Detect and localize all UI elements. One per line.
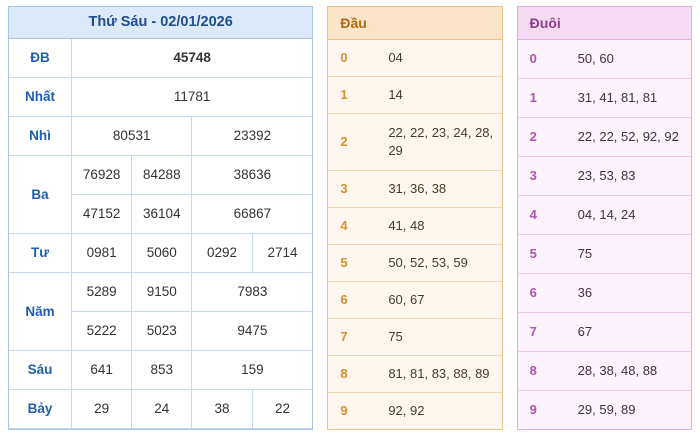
prize-value-nhi-2: 23392 <box>192 116 312 155</box>
dau-values-6: 60, 67 <box>376 281 501 318</box>
dau-key-9: 9 <box>328 393 376 429</box>
prize-value-bay-4: 22 <box>252 389 312 428</box>
prize-label-nam: Năm <box>9 272 72 350</box>
prize-label-tu: Tư <box>9 233 72 272</box>
prize-value-nhat: 11781 <box>72 77 313 116</box>
duoi-key-5: 5 <box>518 234 566 273</box>
prize-value-sau-1: 641 <box>72 350 132 389</box>
list-item <box>518 156 691 195</box>
duoi-panel <box>517 6 692 430</box>
duoi-values-2: 22, 22, 52, 92, 92 <box>566 117 691 156</box>
prize-value-bay-1: 29 <box>72 389 132 428</box>
dau-values-9: 92, 92 <box>376 393 501 429</box>
prize-value-tu-4: 2714 <box>252 233 312 272</box>
dau-table <box>328 40 501 429</box>
prize-value-nam-4: 5222 <box>72 311 132 350</box>
duoi-values-6: 36 <box>566 273 691 312</box>
list-item <box>518 313 691 352</box>
duoi-values-3: 23, 53, 83 <box>566 156 691 195</box>
prize-value-nam-2: 9150 <box>132 272 192 311</box>
table-row <box>9 39 312 77</box>
dau-key-8: 8 <box>328 356 376 393</box>
prize-value-tu-1: 0981 <box>72 233 132 272</box>
prize-value-bay-2: 24 <box>132 389 192 428</box>
list-item <box>518 391 691 429</box>
prize-label-db: ĐB <box>9 39 72 77</box>
list-item <box>328 76 501 113</box>
dau-key-2: 2 <box>328 113 376 170</box>
duoi-key-9: 9 <box>518 391 566 429</box>
list-item <box>328 40 501 76</box>
prize-value-nam-5: 5023 <box>132 311 192 350</box>
list-item <box>328 356 501 393</box>
prize-value-nam-3: 7983 <box>192 272 312 311</box>
list-item <box>518 273 691 312</box>
dau-values-5: 50, 52, 53, 59 <box>376 244 501 281</box>
list-item <box>328 170 501 207</box>
list-item <box>518 117 691 156</box>
table-row <box>9 77 312 116</box>
prize-value-ba-6: 66867 <box>192 194 312 233</box>
duoi-key-1: 1 <box>518 78 566 117</box>
list-item <box>518 40 691 78</box>
prize-value-tu-2: 5060 <box>132 233 192 272</box>
dau-values-1: 14 <box>376 76 501 113</box>
prize-value-ba-2: 84288 <box>132 155 192 194</box>
duoi-values-4: 04, 14, 24 <box>566 195 691 234</box>
duoi-values-0: 50, 60 <box>577 51 614 67</box>
dau-values-4: 41, 48 <box>376 207 501 244</box>
prize-value-ba-5: 36104 <box>132 194 192 233</box>
duoi-values-9: 29, 59, 89 <box>566 391 691 429</box>
result-date-title: Thứ Sáu - 02/01/2026 <box>9 7 312 39</box>
dau-key-3: 3 <box>328 170 376 207</box>
table-row <box>9 350 312 389</box>
duoi-key-4: 4 <box>518 195 566 234</box>
dau-key-7: 7 <box>328 318 376 355</box>
duoi-key-2: 2 <box>518 117 566 156</box>
dau-key-6: 6 <box>328 281 376 318</box>
prize-label-nhi: Nhì <box>9 116 72 155</box>
table-row <box>9 272 312 311</box>
prize-label-nhat: Nhất <box>9 77 72 116</box>
dau-values-8: 81, 81, 83, 88, 89 <box>376 356 501 393</box>
prize-label-bay: Bảy <box>9 389 72 428</box>
dau-key-0: 0 <box>340 50 348 66</box>
duoi-key-7: 7 <box>518 313 566 352</box>
duoi-key-8: 8 <box>518 352 566 391</box>
dau-values-3: 31, 36, 38 <box>376 170 501 207</box>
list-item <box>328 244 501 281</box>
prize-value-nam-1: 5289 <box>72 272 132 311</box>
table-row <box>9 233 312 272</box>
prize-value-nam-6: 9475 <box>192 311 312 350</box>
duoi-values-8: 28, 38, 48, 88 <box>566 352 691 391</box>
duoi-values-5: 75 <box>566 234 691 273</box>
dau-key-1: 1 <box>328 76 376 113</box>
duoi-key-6: 6 <box>518 273 566 312</box>
dau-values-2: 22, 22, 23, 24, 28, 29 <box>376 113 501 170</box>
prize-value-ba-1: 76928 <box>72 155 132 194</box>
result-table <box>9 39 312 429</box>
dau-values-7: 75 <box>376 318 501 355</box>
duoi-values-1: 31, 41, 81, 81 <box>566 78 691 117</box>
prize-label-sau: Sáu <box>9 350 72 389</box>
dau-title: Đầu <box>328 7 501 40</box>
table-row <box>9 389 312 428</box>
list-item <box>518 78 691 117</box>
table-row <box>9 116 312 155</box>
duoi-values-7: 67 <box>566 313 691 352</box>
prize-value-ba-3: 38636 <box>192 155 312 194</box>
prize-value-db: 45748 <box>72 39 313 77</box>
list-item <box>328 393 501 429</box>
list-item <box>328 113 501 170</box>
prize-value-nhi-1: 80531 <box>72 116 192 155</box>
duoi-title: Đuôi <box>518 7 691 40</box>
duoi-table <box>518 40 691 429</box>
list-item <box>328 281 501 318</box>
duoi-key-3: 3 <box>518 156 566 195</box>
dau-panel <box>327 6 502 430</box>
dau-values-0: 04 <box>388 50 403 66</box>
list-item <box>328 318 501 355</box>
table-row <box>9 155 312 194</box>
dau-key-4: 4 <box>328 207 376 244</box>
prize-label-ba: Ba <box>9 155 72 233</box>
prize-value-tu-3: 0292 <box>192 233 252 272</box>
list-item <box>518 195 691 234</box>
prize-value-bay-3: 38 <box>192 389 252 428</box>
list-item <box>328 207 501 244</box>
prize-value-sau-3: 159 <box>192 350 312 389</box>
list-item <box>518 352 691 391</box>
duoi-key-0: 0 <box>529 51 537 67</box>
dau-key-5: 5 <box>328 244 376 281</box>
result-panel <box>8 6 313 430</box>
prize-value-ba-4: 47152 <box>72 194 132 233</box>
prize-value-sau-2: 853 <box>132 350 192 389</box>
list-item <box>518 234 691 273</box>
